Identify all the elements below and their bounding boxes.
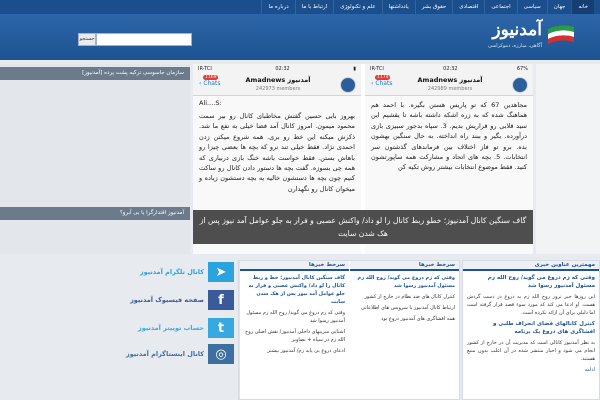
- news-list: [240, 271, 349, 358]
- battery-icon: ▮: [353, 66, 356, 72]
- news-item[interactable]: همه افشاگری های آمدنیوز دروغ بود: [381, 316, 455, 322]
- message-text: بهروز بایی حسین گفتش مخاطبای کانال رو بیر سمت محمود میمون. امروز کانال آمد فضا خیلی به نفع ما شد. ذکرش میکنه این خط رو بری. همه شروع میکنن زدن احمدی نژاد. فقط خیلی تند نرو که بچه ها بعضی چیزا رو باهاش بستن. فقط خواست باشه خنگ بازی دربیاری که همه چی بسوزه. گفت بچه ها دستور دادن کانال رو ساکت کنیم چون بچه ها دستشون خالیه یه بچه دستشون زیاده و میخوان کانال رو نگهدارن: [199, 112, 355, 193]
- top-news-column: [350, 261, 459, 399]
- social-icon[interactable]: ➤: [208, 262, 234, 282]
- search-input[interactable]: [96, 33, 192, 46]
- featured-slideshow[interactable]: [193, 64, 533, 254]
- social-icon[interactable]: f: [208, 290, 234, 310]
- bottom-section: [0, 256, 600, 400]
- latest-news-column: [239, 261, 349, 399]
- social-icon[interactable]: ◎: [208, 344, 234, 364]
- left-sidebar: [0, 64, 190, 254]
- social-links: [78, 260, 234, 400]
- news-item[interactable]: وقتی که زم دروغ می گوید/ روح الله زم مسئول آمدنیوز رسوا شد: [246, 310, 345, 324]
- status-bar: [365, 64, 533, 74]
- message-sender: Ali....S:: [199, 99, 222, 107]
- social-link[interactable]: [78, 290, 234, 310]
- slideshow-caption[interactable]: گاف سنگین کانال آمدنیوز؛ خطو ربط کانال را لو داد/ واکنش عصبی و فرار به جلو عوامل آمد نیوز پس از هک شدن سایت: [193, 210, 533, 244]
- headline-link[interactable]: وقتی که زم دروغ می گوید/ روح الله زم مسئول آمدنیوز رسوا شد: [487, 275, 595, 289]
- important-headlines: [462, 260, 600, 400]
- battery-label: 67%: [516, 66, 528, 72]
- news-columns: [238, 260, 460, 400]
- news-item[interactable]: ارتباط کانال آمدنیوز با سرویس های اطلاعاتی: [361, 305, 455, 311]
- more-link[interactable]: ادامه: [584, 367, 595, 373]
- carrier-label: IR-TCI: [198, 66, 212, 72]
- nav-item[interactable]: جهان: [547, 0, 572, 14]
- chat-header: [193, 74, 361, 96]
- channel-members: 242989 members: [427, 86, 473, 92]
- social-label[interactable]: صفحه فیسبوک آمدنیوز: [130, 296, 204, 304]
- message-text: مجاهدین 67 که تو پاریس هستن بگیره. با احمد هم هماهنگ شده که به زره اشکه داشته باشه تا یقشیم این سید قلابی رو قراریش بدیم. 3. سپاه بدجور سبیزی بازی درآورده. بگیر و ببند راه انداخته. به حال سنگین بهشون بده. برو تو فاز اختلاف بین فرماندهای گذشتون سر انتخابات. 5. بچه های اتحاد و مشارکت همه ساپورتشون کنید. فقط موضوع انتخابات بیشتر روش تکیه کن: [371, 101, 528, 172]
- sidebar-link[interactable]: آمدنیوز اقتدارگرا یا بی آبرو؟: [0, 207, 190, 220]
- social-link[interactable]: [78, 262, 234, 282]
- nav-item[interactable]: اجتماعی: [484, 0, 516, 14]
- nav-item[interactable]: علم و تکنولوژی: [333, 0, 381, 14]
- logo-title: آمدنیوز: [492, 20, 542, 40]
- social-link[interactable]: [78, 318, 234, 338]
- news-item[interactable]: ادعای دروغ بی پایه زم/ آمدنیوز بیشتر: [267, 348, 345, 354]
- unread-badge: 1174: [377, 75, 389, 80]
- news-item[interactable]: گاف سنگین کانال آمدنیوز؛ خط و ربط کانال را لو داد/ واکنش عصبی و فرار به جلو عوامل آمد نیوز پس از هک شدن سایت: [248, 275, 345, 305]
- news-item[interactable]: کنترل کانال های ضد نظام در خارج از کشور: [364, 294, 455, 300]
- chat-header: [365, 74, 533, 96]
- unread-badge: 1169: [205, 75, 217, 80]
- headline-link[interactable]: کنترل کانالهای فضای انحراف طلبی و افشاگری های دروغ یک برنامه: [492, 321, 595, 335]
- nav-item[interactable]: سیاسی: [517, 0, 547, 14]
- nav-item[interactable]: خانه: [571, 0, 594, 14]
- right-ad-space: [536, 64, 600, 254]
- social-label[interactable]: حساب توییتر آمدنیوز: [137, 324, 204, 332]
- channel-avatar: [512, 77, 528, 93]
- social-label[interactable]: کانال تلگرام آمدنیوز: [139, 268, 204, 276]
- social-icon[interactable]: t: [208, 318, 234, 338]
- status-bar: [193, 64, 361, 74]
- social-link[interactable]: [78, 344, 234, 364]
- channel-name: Amadnews آمدنیوز: [417, 76, 483, 84]
- channel-members: 242973 members: [255, 86, 301, 92]
- nav-item[interactable]: اقتصادی: [452, 0, 484, 14]
- channel-avatar: [340, 77, 356, 93]
- social-label[interactable]: کانال اینستاگرام آمدنیوز: [125, 350, 204, 358]
- search-button[interactable]: جستجو: [78, 33, 96, 46]
- channel-name: Amadnews آمدنیوز: [245, 76, 311, 84]
- column-heading: مهمترین عناوین خبری: [463, 261, 599, 271]
- clock: 02:32: [275, 66, 290, 72]
- header: [0, 14, 600, 60]
- sidebar-link[interactable]: سازمان جاسوسی ترکیه پشت پرده [آمدنیوز]: [0, 67, 190, 80]
- nav-item[interactable]: یادداشتها: [382, 0, 415, 14]
- nav-item[interactable]: ارتباط با ما: [295, 0, 333, 14]
- logo-subtitle: آگاهی، مبارزه، دموکراسی: [487, 43, 542, 49]
- headline-summary: این روزها خبر ترور روح الله زم به دروغ در دست گردش هست. او ادعا می کند که مورد سوء قصد قرار گرفته است اما دلیلی برای آن ارائه نکرده است.: [467, 294, 595, 316]
- column-heading: سرخط خبرها: [350, 261, 459, 271]
- top-navigation: [0, 0, 600, 14]
- nav-item[interactable]: درباره ما: [261, 0, 294, 14]
- back-button: ‹ Chats: [371, 80, 393, 87]
- news-item[interactable]: اشنایی سرپنهای داخلی آمدنیوز/ نقش اصلی روح الله زم در سپاه + تصاویر: [245, 329, 345, 343]
- news-item[interactable]: وقتی که زم دروغ می گوید/ روح الله زم مسئول آمدنیوز رسوا شد: [357, 275, 455, 289]
- news-list: [350, 271, 459, 326]
- column-heading: سرخط خبرها: [240, 261, 349, 271]
- nav-item[interactable]: حقوق بشر: [415, 0, 453, 14]
- back-button: ‹ Chats: [199, 80, 221, 87]
- carrier-label: IR-TCI: [370, 66, 384, 72]
- clock: 02:32: [443, 66, 458, 72]
- headline-summary: به نظر آمدنیوز کانالی است که مدیریت آن در خارج از کشور انجام می شود و اخبار منتشر شده در آن اغلب بدون منبع هستند.: [467, 340, 595, 362]
- flag-logo-icon: [546, 21, 576, 47]
- site-logo[interactable]: [476, 18, 576, 56]
